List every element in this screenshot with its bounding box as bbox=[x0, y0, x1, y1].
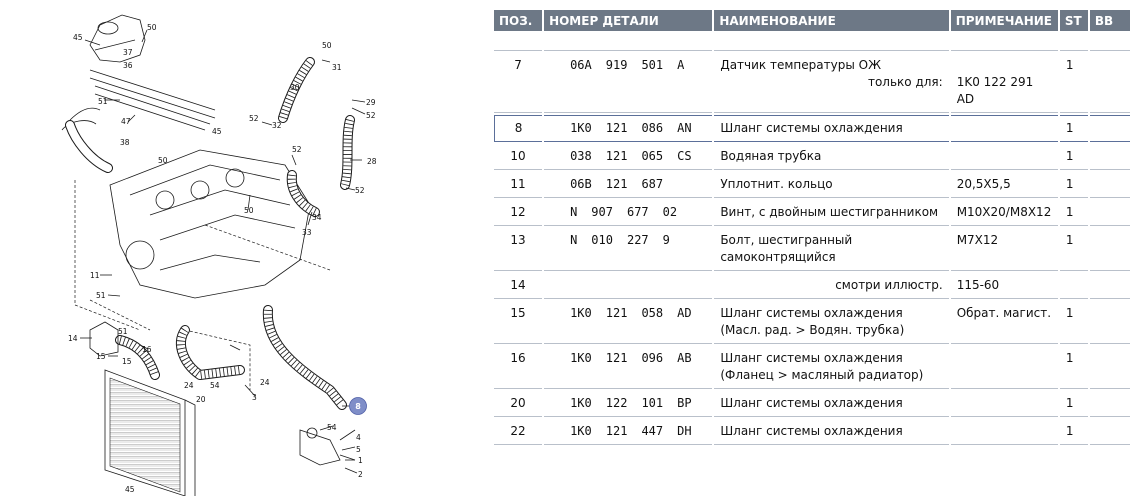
part-number-segment: 1K0 bbox=[570, 351, 592, 365]
callout-label: 15 bbox=[122, 357, 132, 366]
callout-label: 24 bbox=[184, 381, 194, 390]
part-number-segment: 1K0 bbox=[570, 424, 592, 438]
row-st: 1 bbox=[1060, 391, 1088, 417]
row-extra bbox=[1090, 115, 1130, 142]
part-number-segment: 1K0 bbox=[570, 121, 592, 135]
row-name-text: Уплотнит. кольцо bbox=[720, 177, 833, 191]
part-number-segment: 447 bbox=[641, 424, 664, 438]
row-extra bbox=[1090, 172, 1130, 198]
callout-label: 51 bbox=[98, 97, 108, 106]
row-name bbox=[714, 53, 948, 113]
row-part-number bbox=[544, 53, 712, 113]
part-number-segment: 121 bbox=[605, 306, 628, 320]
row-position: 12 bbox=[494, 200, 542, 226]
table-row[interactable] bbox=[494, 273, 1130, 299]
callout-label: 34 bbox=[312, 213, 322, 222]
row-extra bbox=[1090, 346, 1130, 389]
callout-label: 50 bbox=[158, 156, 168, 165]
parts-table bbox=[492, 8, 1132, 447]
callout-label: 52 bbox=[366, 111, 376, 120]
col-header-number[interactable]: НОМЕР ДЕТАЛИ bbox=[544, 10, 712, 31]
callout-label: 50 bbox=[147, 23, 157, 32]
callout-label: 38 bbox=[120, 138, 130, 147]
diagram-drawing bbox=[0, 0, 480, 496]
part-number-segment: A bbox=[677, 58, 685, 72]
callout-label: 1 bbox=[358, 456, 363, 465]
callout-label: 5 bbox=[356, 445, 361, 454]
part-number-segment: 02 bbox=[662, 205, 678, 219]
callout-label: 36 bbox=[123, 61, 133, 70]
part-number-segment: 227 bbox=[626, 233, 649, 247]
callout-label: 37 bbox=[123, 48, 133, 57]
part-number-segment: 121 bbox=[605, 177, 628, 191]
row-note: 20,5X5,5 bbox=[951, 172, 1058, 198]
row-name-text: Шланг системы охлаждения (Фланец > масляный радиатор) bbox=[720, 351, 924, 382]
callout-label: 45 bbox=[125, 485, 135, 494]
row-extra bbox=[1090, 200, 1130, 226]
callout-label: 28 bbox=[367, 157, 377, 166]
callout-label: 31 bbox=[332, 63, 342, 72]
row-st: 1 bbox=[1060, 346, 1088, 389]
table-spacer-row bbox=[494, 33, 1130, 51]
callout-label: 51 bbox=[118, 327, 128, 336]
row-part-number bbox=[544, 228, 712, 271]
row-note: 1K0 122 291 AD bbox=[951, 53, 1058, 113]
row-position: 7 bbox=[494, 53, 542, 113]
row-part-number bbox=[544, 301, 712, 344]
callout-label: 14 bbox=[68, 334, 78, 343]
part-number-segment: 121 bbox=[605, 424, 628, 438]
row-note bbox=[951, 391, 1058, 417]
row-position: 10 bbox=[494, 144, 542, 170]
row-extra bbox=[1090, 419, 1130, 445]
row-name bbox=[714, 346, 948, 389]
pipe-bundle bbox=[62, 70, 215, 130]
row-name bbox=[714, 391, 948, 417]
part-number-segment: 907 bbox=[591, 205, 613, 219]
parts-list bbox=[492, 8, 1114, 496]
callout-label: 52 bbox=[355, 186, 365, 195]
table-row[interactable] bbox=[494, 53, 1130, 113]
callout-label: 52 bbox=[249, 114, 259, 123]
callout-label: 15 bbox=[96, 352, 106, 361]
row-name bbox=[714, 115, 948, 142]
row-st: 1 bbox=[1060, 53, 1088, 113]
part-number-segment: AB bbox=[677, 351, 692, 365]
callout-label: 32 bbox=[272, 121, 282, 130]
part-number-segment: 687 bbox=[641, 177, 664, 191]
part-number-segment: 121 bbox=[605, 149, 628, 163]
table-header bbox=[494, 10, 1130, 31]
part-number-segment: 1K0 bbox=[570, 396, 592, 410]
table-row[interactable] bbox=[494, 228, 1130, 271]
row-name-text: Болт, шестигранный самоконтрящийся bbox=[720, 233, 853, 264]
row-extra bbox=[1090, 391, 1130, 417]
row-name bbox=[714, 273, 948, 299]
row-part-number bbox=[544, 391, 712, 417]
col-header-name[interactable]: НАИМЕНОВАНИЕ bbox=[714, 10, 948, 31]
highlight-label: 8 bbox=[355, 402, 361, 411]
callout-label: 3 bbox=[252, 393, 257, 402]
row-note bbox=[951, 144, 1058, 170]
row-note bbox=[951, 419, 1058, 445]
row-extra bbox=[1090, 273, 1130, 299]
part-number-segment: 06A bbox=[570, 58, 592, 72]
row-name-text: Шланг системы охлаждения bbox=[720, 424, 903, 438]
part-number-segment: 096 bbox=[641, 351, 664, 365]
row-name bbox=[714, 144, 948, 170]
row-st: 1 bbox=[1060, 228, 1088, 271]
part-number-segment: 06B bbox=[570, 177, 592, 191]
col-header-st[interactable]: ST bbox=[1060, 10, 1088, 31]
table-row[interactable] bbox=[494, 346, 1130, 389]
row-note: Обрат. магист. bbox=[951, 301, 1058, 344]
row-note: 115-60 bbox=[951, 273, 1058, 299]
parts-diagram bbox=[0, 0, 480, 496]
part-number-segment: 121 bbox=[605, 121, 628, 135]
row-name-subtext: смотри иллюстр. bbox=[835, 278, 943, 292]
table-row[interactable] bbox=[494, 115, 1130, 142]
part-number-segment: 058 bbox=[641, 306, 664, 320]
row-st: 1 bbox=[1060, 144, 1088, 170]
row-name bbox=[714, 200, 948, 226]
part-number-segment: N bbox=[570, 205, 578, 219]
part-number-segment: 9 bbox=[662, 233, 670, 247]
callout-label: 30 bbox=[290, 83, 300, 92]
part-number-segment: 501 bbox=[641, 58, 664, 72]
table-row[interactable] bbox=[494, 301, 1130, 344]
col-header-note[interactable]: ПРИМЕЧАНИЕ bbox=[951, 10, 1058, 31]
row-name-text: Датчик температуры ОЖ bbox=[720, 58, 881, 72]
callout-label: 52 bbox=[292, 145, 302, 154]
row-name bbox=[714, 172, 948, 198]
row-st: 1 bbox=[1060, 172, 1088, 198]
row-position: 15 bbox=[494, 301, 542, 344]
part-number-segment: 086 bbox=[641, 121, 664, 135]
part-number-segment: 122 bbox=[605, 396, 628, 410]
part-number-segment: 121 bbox=[605, 351, 628, 365]
table-row[interactable] bbox=[494, 200, 1130, 226]
callout-label: 33 bbox=[302, 228, 312, 237]
row-part-number bbox=[544, 172, 712, 198]
row-position: 13 bbox=[494, 228, 542, 271]
part-number-segment: 919 bbox=[605, 58, 628, 72]
row-position: 11 bbox=[494, 172, 542, 198]
part-number-segment: AD bbox=[677, 306, 692, 320]
row-part-number bbox=[544, 273, 712, 299]
row-st: 1 bbox=[1060, 200, 1088, 226]
row-name-text: Шланг системы охлаждения bbox=[720, 121, 903, 135]
row-note: M10X20/M8X12 bbox=[951, 200, 1058, 226]
row-part-number bbox=[544, 419, 712, 445]
table-row[interactable] bbox=[494, 144, 1130, 170]
row-note bbox=[951, 115, 1058, 142]
row-extra bbox=[1090, 144, 1130, 170]
row-position: 16 bbox=[494, 346, 542, 389]
table-row[interactable] bbox=[494, 419, 1130, 445]
highlight-callout[interactable] bbox=[350, 398, 367, 415]
row-position: 20 bbox=[494, 391, 542, 417]
part-number-segment: AN bbox=[677, 121, 692, 135]
row-extra bbox=[1090, 301, 1130, 344]
part-number-segment: N bbox=[570, 233, 578, 247]
col-header-pos[interactable]: ПОЗ. bbox=[494, 10, 542, 31]
row-st: 1 bbox=[1060, 419, 1088, 445]
callout-label: 2 bbox=[358, 470, 363, 479]
row-position: 14 bbox=[494, 273, 542, 299]
row-note bbox=[951, 346, 1058, 389]
row-st bbox=[1060, 273, 1088, 299]
callout-label: 45 bbox=[73, 33, 83, 42]
callout-label: 45 bbox=[212, 127, 222, 136]
engine-block bbox=[110, 150, 310, 298]
callout-label: 50 bbox=[322, 41, 332, 50]
row-position: 8 bbox=[494, 115, 542, 142]
row-st: 1 bbox=[1060, 301, 1088, 344]
row-name-text: Винт, с двойным шестигранником bbox=[720, 205, 939, 219]
row-name-text: Шланг системы охлаждения bbox=[720, 396, 903, 410]
part-number-segment: 1K0 bbox=[570, 306, 592, 320]
callout-label: 20 bbox=[196, 395, 206, 404]
row-name-subtext: только для: bbox=[867, 75, 943, 89]
callout-label: 11 bbox=[90, 271, 100, 280]
row-name-text: Шланг системы охлаждения (Масл. рад. > Водян. трубка) bbox=[720, 306, 905, 337]
row-part-number bbox=[544, 200, 712, 226]
row-extra bbox=[1090, 228, 1130, 271]
callout-label: 29 bbox=[366, 98, 376, 107]
row-note: M7X12 bbox=[951, 228, 1058, 271]
callout-label: 51 bbox=[96, 291, 106, 300]
part-number-segment: 677 bbox=[626, 205, 649, 219]
row-part-number bbox=[544, 115, 712, 142]
row-name-text: Водяная трубка bbox=[720, 149, 822, 163]
col-header-extra[interactable]: BB bbox=[1090, 10, 1130, 31]
part-number-segment: 065 bbox=[641, 149, 664, 163]
coolant-reservoir bbox=[90, 15, 145, 62]
row-name bbox=[714, 301, 948, 344]
table-row[interactable] bbox=[494, 391, 1130, 417]
part-number-segment: 010 bbox=[591, 233, 613, 247]
row-part-number bbox=[544, 346, 712, 389]
part-number-segment: CS bbox=[677, 149, 692, 163]
row-name bbox=[714, 419, 948, 445]
part-number-segment: 038 bbox=[570, 149, 592, 163]
row-position: 22 bbox=[494, 419, 542, 445]
callout-label: 47 bbox=[121, 117, 131, 126]
callout-label: 16 bbox=[142, 345, 152, 354]
row-name bbox=[714, 228, 948, 271]
callout-label: 50 bbox=[244, 206, 254, 215]
callout-label: 54 bbox=[210, 381, 220, 390]
row-st: 1 bbox=[1060, 115, 1088, 142]
callout-label: 24 bbox=[260, 378, 270, 387]
part-number-segment: 101 bbox=[641, 396, 664, 410]
callout-label: 54 bbox=[327, 423, 337, 432]
radiator bbox=[105, 370, 195, 496]
row-part-number bbox=[544, 144, 712, 170]
part-number-segment: DH bbox=[677, 424, 692, 438]
table-row[interactable] bbox=[494, 172, 1130, 198]
part-number-segment: BP bbox=[677, 396, 692, 410]
row-extra bbox=[1090, 53, 1130, 113]
callout-label: 4 bbox=[356, 433, 361, 442]
